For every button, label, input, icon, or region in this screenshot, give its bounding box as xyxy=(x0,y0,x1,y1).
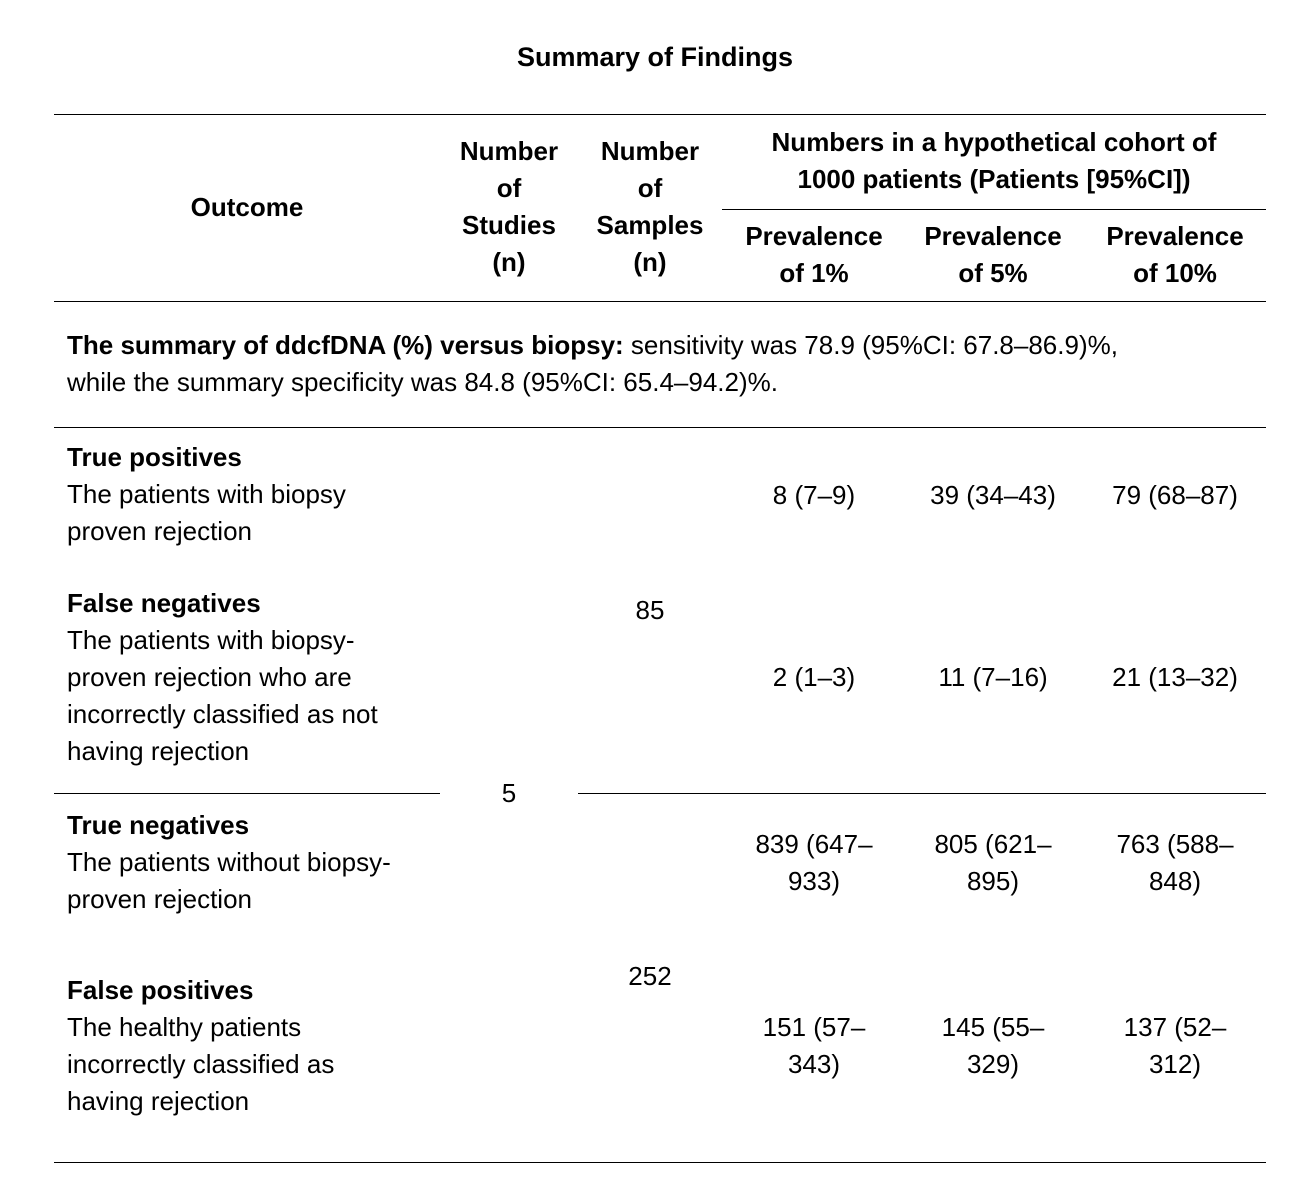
header-cohort-line: Numbers in a hypothetical cohort of xyxy=(771,127,1217,157)
cell-line: 145 (55– xyxy=(941,1012,1045,1042)
cell-tp-prev5: 39 (34–43) xyxy=(930,480,1056,510)
row-desc-line: incorrectly classified as not xyxy=(67,699,378,729)
row-desc-line: having rejection xyxy=(67,1086,250,1116)
row-label: True positives xyxy=(67,442,242,472)
row-false-positives-outcome xyxy=(67,972,437,1120)
studies-count: 5 xyxy=(501,778,517,808)
cell-fn-prev10: 21 (13–32) xyxy=(1112,662,1238,692)
summary-text xyxy=(67,327,1257,401)
header-prevalence-line: of 1% xyxy=(779,258,849,288)
header-bottom-rule xyxy=(54,301,1266,302)
table-bottom-rule xyxy=(54,1162,1266,1163)
cell-fp-prev5 xyxy=(902,1009,1084,1083)
row-desc-line: proven rejection xyxy=(67,884,252,914)
header-samples-line: (n) xyxy=(633,247,667,277)
cell-line: 839 (647– xyxy=(755,829,873,859)
summary-line-1 xyxy=(67,327,1257,364)
row-true-negatives-outcome xyxy=(67,807,437,918)
samples-negative-count: 252 xyxy=(628,961,672,991)
header-prevalence-5 xyxy=(902,218,1084,292)
header-cohort-line: 1000 patients (Patients [95%CI]) xyxy=(797,164,1191,194)
cell-line: 805 (621– xyxy=(934,829,1052,859)
page-title: Summary of Findings xyxy=(516,42,794,72)
header-samples xyxy=(580,133,720,281)
cell-fn-prev5: 11 (7–16) xyxy=(938,662,1048,692)
header-studies-line: (n) xyxy=(492,247,526,277)
header-samples-line: of xyxy=(637,173,663,203)
cell-tn-prev10 xyxy=(1084,826,1266,900)
summary-line-2: while the summary specificity was 84.8 (95%CI: 65.4–94.2)%. xyxy=(67,367,778,397)
header-prevalence-10 xyxy=(1084,218,1266,292)
summary-rest: sensitivity was 78.9 (95%CI: 67.8–86.9)%, xyxy=(623,330,1118,360)
cell-tn-prev5 xyxy=(902,826,1084,900)
header-prevalence-line: of 5% xyxy=(958,258,1028,288)
row-label: False negatives xyxy=(67,588,261,618)
header-prevalence-1 xyxy=(722,218,906,292)
summary-bold: The summary of ddcfDNA (%) versus biopsy: xyxy=(67,330,624,360)
header-outcome: Outcome xyxy=(190,192,304,222)
header-prevalence-line: Prevalence xyxy=(745,221,883,251)
header-prevalence-line: of 10% xyxy=(1133,258,1217,288)
cell-fn-prev1: 2 (1–3) xyxy=(772,662,856,692)
cell-tn-prev1 xyxy=(722,826,906,900)
header-studies-line: of xyxy=(496,173,522,203)
cell-fp-prev10 xyxy=(1084,1009,1266,1083)
cohort-header-rule xyxy=(722,209,1266,210)
cell-line: 933) xyxy=(787,866,841,896)
cell-line: 329) xyxy=(966,1049,1020,1079)
cell-line: 895) xyxy=(966,866,1020,896)
cell-tp-prev1: 8 (7–9) xyxy=(772,480,856,510)
cell-tp-prev10: 79 (68–87) xyxy=(1112,480,1238,510)
header-samples-line: Samples xyxy=(596,210,704,240)
row-desc-line: incorrectly classified as xyxy=(67,1049,335,1079)
row-label: True negatives xyxy=(67,810,250,840)
row-desc-line: proven rejection who are xyxy=(67,662,352,692)
row-desc-line: The patients with biopsy- xyxy=(67,625,355,655)
row-false-negatives-outcome xyxy=(67,585,437,770)
table-top-rule xyxy=(54,114,1266,115)
cell-line: 343) xyxy=(787,1049,841,1079)
header-prevalence-line: Prevalence xyxy=(1106,221,1244,251)
samples-positive-count: 85 xyxy=(635,595,665,625)
header-prevalence-line: Prevalence xyxy=(924,221,1062,251)
row-desc-line: The patients without biopsy- xyxy=(67,847,391,877)
header-samples-line: Number xyxy=(600,136,700,166)
header-studies-line: Number xyxy=(459,136,559,166)
cell-fp-prev1 xyxy=(722,1009,906,1083)
row-desc-line: The healthy patients xyxy=(67,1012,302,1042)
cell-line: 151 (57– xyxy=(762,1012,866,1042)
row-desc-line: The patients with biopsy xyxy=(67,479,346,509)
row-desc-line: proven rejection xyxy=(67,516,252,546)
mid-rule-right xyxy=(578,793,1266,794)
mid-rule-left xyxy=(54,793,440,794)
cell-line: 848) xyxy=(1148,866,1202,896)
summary-bottom-rule xyxy=(54,427,1266,428)
row-label: False positives xyxy=(67,975,254,1005)
cell-line: 312) xyxy=(1148,1049,1202,1079)
cell-line: 137 (52– xyxy=(1123,1012,1227,1042)
row-true-positives-outcome xyxy=(67,439,437,550)
header-cohort xyxy=(722,124,1266,198)
header-studies xyxy=(440,133,578,281)
cell-line: 763 (588– xyxy=(1116,829,1234,859)
row-desc-line: having rejection xyxy=(67,736,250,766)
header-studies-line: Studies xyxy=(462,210,556,240)
